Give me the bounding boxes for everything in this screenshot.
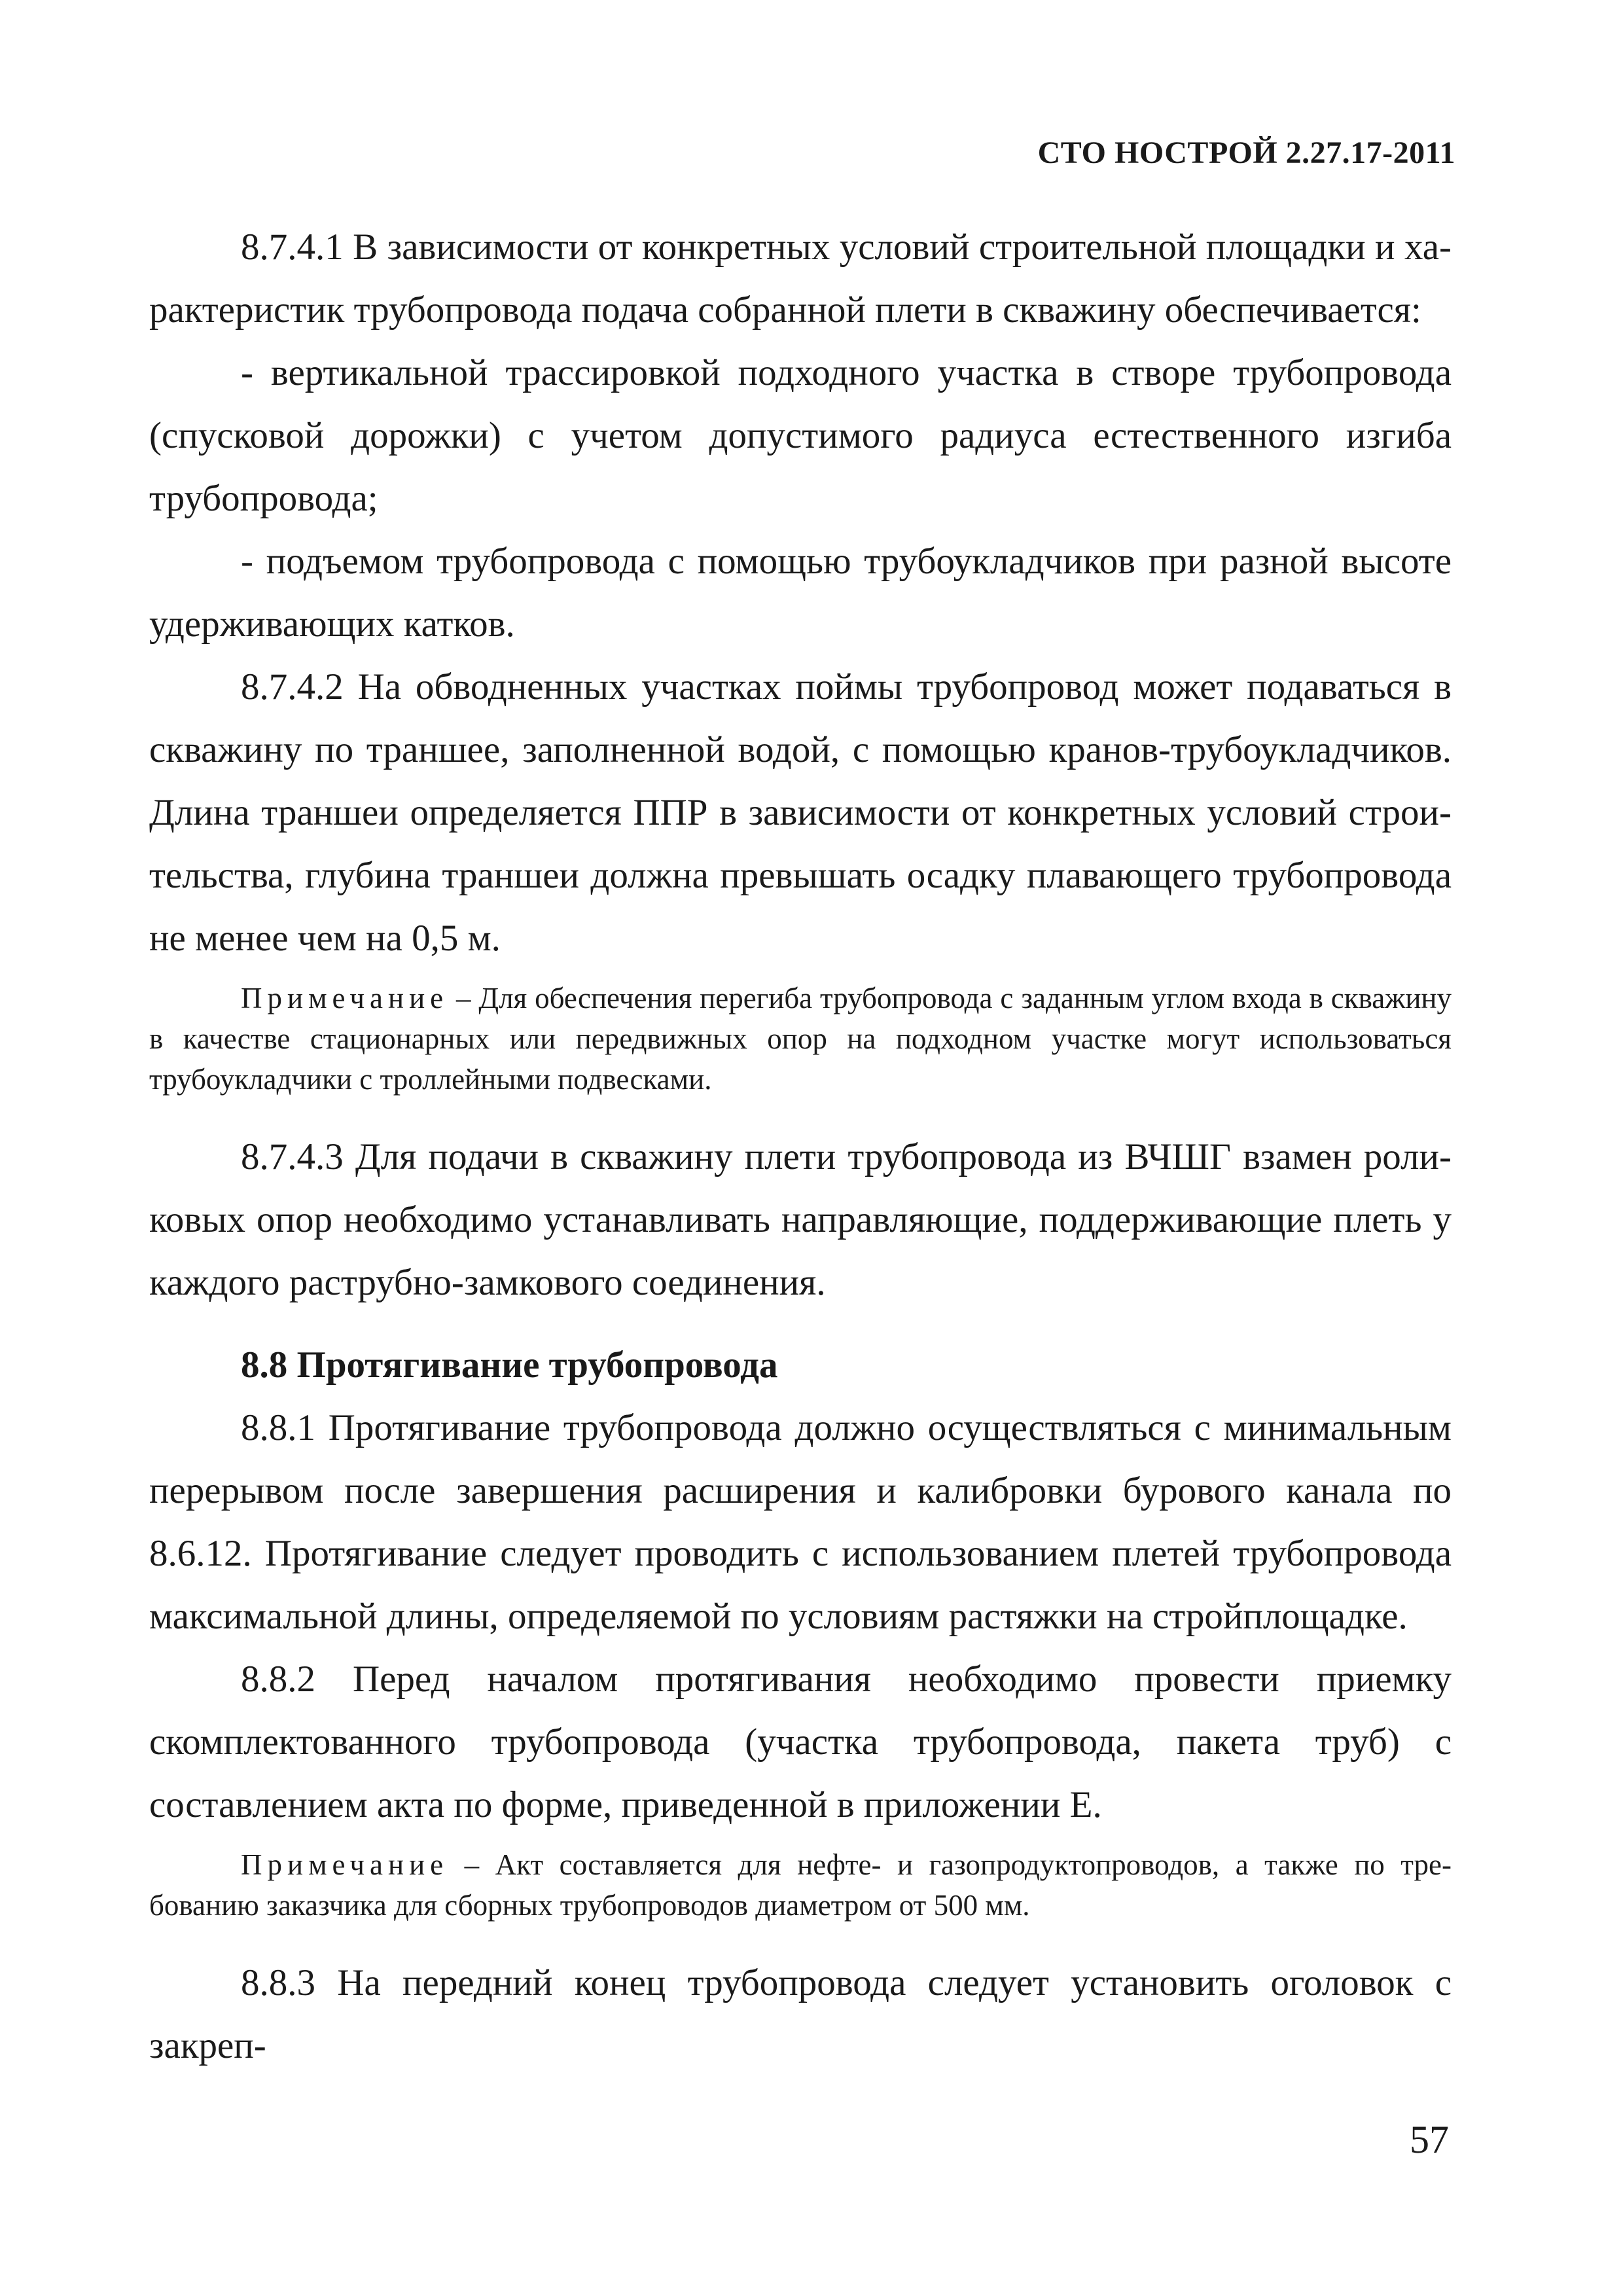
document-header-code: СТО НОСТРОЙ 2.27.17-2011	[1037, 135, 1455, 170]
page-number: 57	[1410, 2118, 1449, 2161]
paragraph-8-7-4-2: 8.7.4.2 На обводненных участках поймы трубопровод может подаваться в скважину по траншее, заполненной водой, с помощью кранов-трубоукладчиков. Длина траншеи определяется ППР в зависимости от конкретных условий строительства, глубина траншеи должна превышать осадку плавающего трубопровода не менее чем на 0,5 м.	[149, 666, 1452, 959]
section-heading-8-8: 8.8 Протягивание трубопровода	[241, 1344, 778, 1386]
paragraph-8-7-4-1-item-b: - подъемом трубопровода с помощью трубоукладчиков при разной высоте удерживающих катков.	[149, 541, 1452, 645]
paragraph-8-8-1: 8.8.1 Протягивание трубопровода должно осуществляться с минимальным перерывом после завершения расширения и калибровки бурового канала по 8.6.12. Протягивание следует проводить с использованием плетей трубопровода максимальной длины, определяемой по условиям растяжки на стройплощадке.	[149, 1407, 1452, 1637]
paragraph-8-7-4-1-item-a: - вертикальной трассировкой подходного участка в створе трубопровода (спусковой дорожки) с учетом допустимого радиуса естественного изгиба трубопровода;	[149, 352, 1452, 519]
note-2-label: Примечание	[241, 1848, 449, 1881]
paragraph-8-8-2: 8.8.2 Перед началом протягивания необходимо провести приемку скомплектованного трубопровода (участка трубопровода, пакета труб) с составлением акта по форме, приведенной в приложении Е.	[149, 1659, 1452, 1825]
note-2	[149, 1844, 1452, 1926]
paragraph-8-8-3: 8.8.3 На передний конец трубопровода следует установить оголовок с закреп-	[149, 1962, 1452, 2066]
document-body	[149, 216, 1452, 2077]
paragraph-8-7-4-1: 8.7.4.1 В зависимости от конкретных условий строительной площадки и характеристик трубопровода подача собранной плети в скважину обеспечивается:	[149, 226, 1452, 331]
note-1-text: – Для обеспечения перегиба трубопровода с заданным углом входа в скважину в качестве стационарных или передвижных опор на подходном участке могут использоваться трубоукладчики с троллейными подвесками.	[149, 982, 1452, 1096]
note-2-text: – Акт составляется для нефте- и газопродуктопроводов, а также по требованию заказчика для сборных трубопроводов диаметром от 500 мм.	[149, 1848, 1452, 1922]
note-1-label: Примечание	[241, 982, 449, 1014]
paragraph-8-7-4-3: 8.7.4.3 Для подачи в скважину плети трубопровода из ВЧШГ взамен роликовых опор необходимо устанавливать направляющие, поддерживающие плеть у каждого раструбно-замкового соединения.	[149, 1136, 1452, 1303]
note-1	[149, 978, 1452, 1100]
